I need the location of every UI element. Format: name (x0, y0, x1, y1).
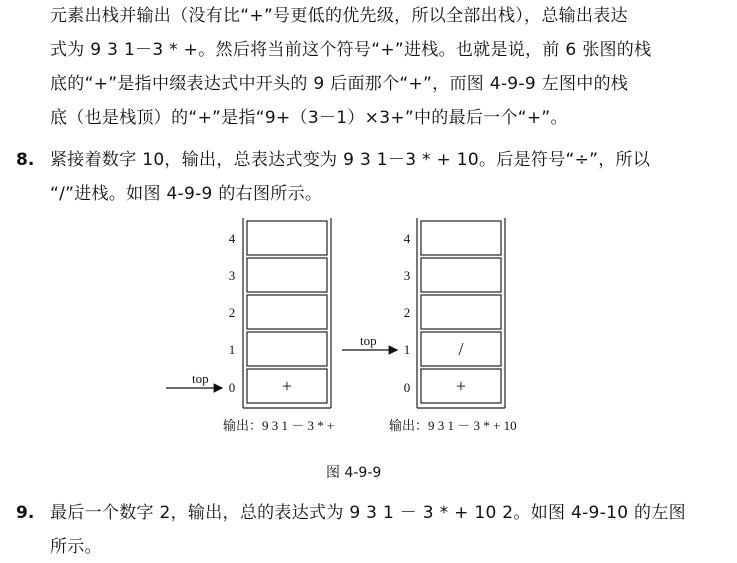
right-index-4: 4 (403, 231, 411, 246)
left-stack-cell-1 (247, 332, 327, 366)
left-index-3: 3 (228, 268, 236, 283)
figure-caption: 图 4-9-9 (326, 465, 382, 481)
right-stack-cell-4 (421, 221, 501, 255)
paragraph-line-1: 元素出栈并输出（没有比“+”号更低的优先级，所以全部出栈），总输出表达 (50, 6, 628, 26)
left-stack-cell-3 (247, 258, 327, 292)
right-stack-cell-2 (421, 295, 501, 329)
left-stack (166, 218, 334, 433)
right-output: 输出：9 3 1 － 3 * + 10 (389, 418, 517, 433)
step-8-line-2: “/”进栈。如图 4-9-9 的右图所示。 (50, 184, 323, 204)
left-output: 输出：9 3 1 － 3 * + (223, 418, 335, 433)
step-9-line-2: 所示。 (50, 537, 102, 557)
right-stack-cell-3 (421, 258, 501, 292)
left-stack-cell-0 (247, 369, 327, 403)
left-index-2: 2 (228, 305, 236, 320)
left-stack-cell-2 (247, 295, 327, 329)
paragraph-line-4: 底（也是栈顶）的“+”是指“9+（3－1）×3+”中的最后一个“+”。 (50, 108, 568, 128)
left-index-0: 0 (228, 380, 236, 395)
right-index-2: 2 (403, 305, 411, 320)
right-index-1: 1 (403, 342, 411, 357)
step-8-line-1: 紧接着数字 10，输出，总表达式变为 9 3 1－3 * + 10。后是符号“÷”，所以 (50, 150, 651, 170)
left-index-1: 1 (228, 342, 236, 357)
step-8-number: 8. (16, 150, 35, 170)
svg-text:/: / (458, 339, 464, 359)
left-top-label: top (192, 371, 209, 386)
paragraph-line-2: 式为 9 3 1－3 * +。然后将当前这个符号“+”进栈。也就是说，前 6 张图的栈 (50, 40, 652, 60)
right-stack-cell-0 (421, 369, 501, 403)
right-top-label: top (360, 333, 377, 348)
step-9-line-1: 最后一个数字 2，输出，总的表达式为 9 3 1 － 3 * + 10 2。如图 4-9-10 的左图 (50, 503, 686, 523)
right-stack (342, 218, 517, 433)
svg-text:+: + (455, 376, 467, 396)
svg-text:+: + (281, 376, 293, 396)
left-stack-cell-4 (247, 221, 327, 255)
paragraph-line-3: 底的“+”是指中缀表达式中开头的 9 后面那个“+”，而图 4-9-9 左图中的栈 (50, 74, 629, 94)
left-index-4: 4 (228, 231, 236, 246)
right-stack-cell-1 (421, 332, 501, 366)
right-index-3: 3 (403, 268, 411, 283)
step-9-number: 9. (16, 503, 35, 523)
right-index-0: 0 (403, 380, 411, 395)
